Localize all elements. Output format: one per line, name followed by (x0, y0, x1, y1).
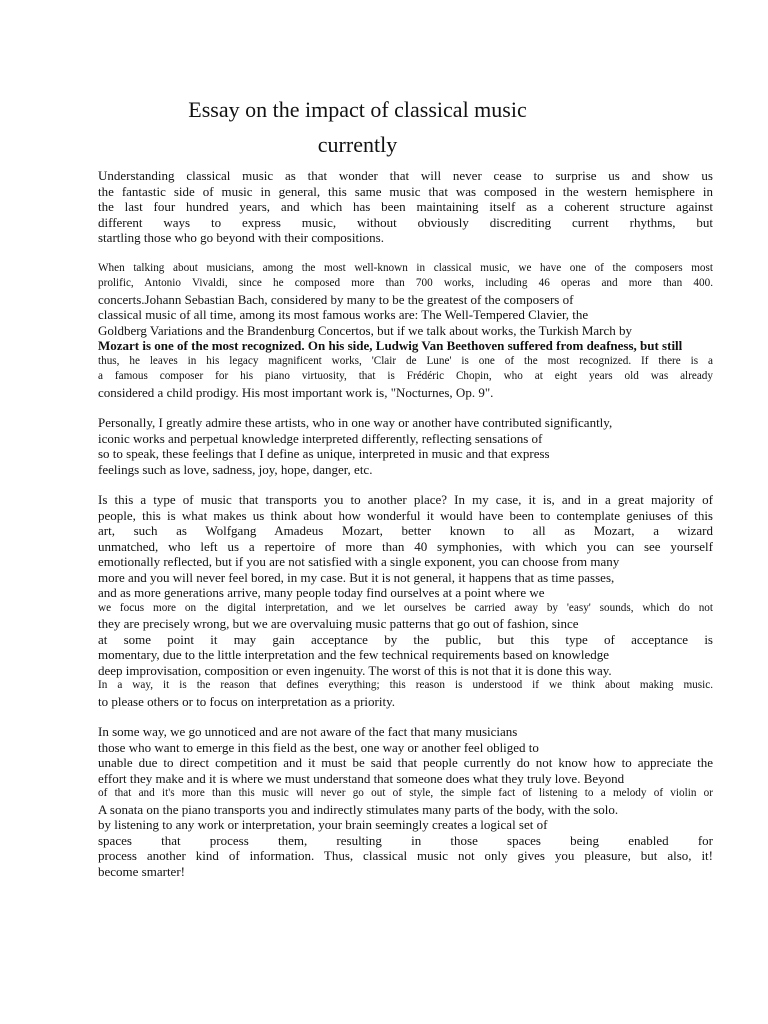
paragraph-text-line: considered a child prodigy. His most important work is, "Nocturnes, Op. 9". (98, 384, 494, 400)
document-title-line-2: currently (317, 132, 398, 157)
paragraph-text-line: feelings such as love, sadness, joy, hope, danger, etc. (98, 461, 373, 477)
paragraph-text-line: art, such as Wolfgang Amadeus Mozart, better known to all as Mozart, a wizard (98, 523, 713, 538)
essay-paragraph (98, 415, 713, 477)
document-title-line-1: Essay on the impact of classical music (188, 97, 527, 122)
paragraph-text-line: those who want to emerge in this field as the best, one way or another feel obliged to (98, 739, 539, 755)
paragraph-text-line: momentary, due to the little interpretation and the few technical requirements based on knowledge (98, 647, 610, 662)
paragraph-text-line: When talking about musicians, among the most well-known in classical music, we have one of the composers most (98, 261, 713, 274)
paragraph-text-line: In a way, it is the reason that defines everything; this reason is understood if we think about making music. (98, 679, 713, 691)
essay-paragraph (98, 261, 713, 401)
essay-paragraph (98, 724, 713, 879)
paragraph-text-line: process another kind of information. Thus, classical music not only gives you pleasure, but also, it! (98, 848, 713, 863)
paragraph-text-line: unable due to direct competition and it must be said that people currently do not know how to appreciate the (98, 755, 713, 770)
paragraph-text-line: by listening to any work or interpretation, your brain seemingly creates a logical set of (98, 817, 548, 832)
paragraph-text-line: we focus more on the digital interpretation, and we let ourselves be carried away by 'easy' sounds, which do not (98, 601, 713, 614)
paragraph-text-line: emotionally reflected, but if you are not satisfied with a single exponent, you can choose from many (98, 554, 620, 569)
paragraph-text-line: so to speak, these feelings that I define as unique, interpreted in music and that express (98, 446, 550, 461)
paragraph-text-line: they are precisely wrong, but we are overvaluing music patterns that go out of fashion, since (98, 616, 579, 631)
essay-paragraph (98, 168, 713, 246)
paragraph-text-line: the fantastic side of music in general, this same music that was composed in the western hemisphere in (98, 183, 713, 199)
paragraph-text-line: concerts.Johann Sebastian Bach, considered by many to be the greatest of the composers of (98, 291, 574, 307)
paragraph-text-line: Understanding classical music as that wonder that will never cease to surprise us and show us (98, 168, 713, 183)
essay-body (98, 168, 713, 894)
paragraph-text-line: deep improvisation, composition or even ingenuity. The worst of this is not that it is done this way. (98, 662, 612, 678)
paragraph-text-line: a famous composer for his piano virtuosity, that is Frédéric Chopin, who at eight years old was already (98, 370, 713, 382)
essay-paragraph (98, 492, 713, 709)
paragraph-text-line: thus, he leaves in his legacy magnificent works, 'Clair de Lune' is one of the most recognized. If there is a (98, 354, 713, 367)
paragraph-text-line: and as more generations arrive, many people today find ourselves at a point where we (98, 585, 545, 600)
paragraph-text-line: iconic works and perpetual knowledge interpreted differently, reflecting sensations of (98, 430, 543, 446)
paragraph-text-line: prolific, Antonio Vivaldi, since he composed more than 700 works, including 46 operas and more than 400. (98, 277, 713, 289)
paragraph-text-line: In some way, we go unnoticed and are not aware of the fact that many musicians (98, 724, 518, 739)
paragraph-text-line: become smarter! (98, 863, 185, 879)
paragraph-text-line: Mozart is one of the most recognized. On his side, Ludwig Van Beethoven suffered from deafness, but still (98, 338, 683, 353)
paragraph-text-line: people, this is what makes us think about how wonderful it would have been to contemplate geniuses of this (98, 507, 713, 523)
paragraph-text-line: of that and it's more than this music will never go out of style, the simple fact of listening to a melody of violin or (98, 787, 713, 799)
paragraph-text-line: effort they make and it is where we must understand that someone does what they truly love. Beyond (98, 770, 625, 786)
paragraph-text-line: Goldberg Variations and the Brandenburg Concertos, but if we talk about works, the Turkish March by (98, 322, 633, 338)
paragraph-text-line: different ways to express music, without obviously discrediting current rhythms, but (98, 214, 713, 230)
paragraph-text-line: Is this a type of music that transports you to another place? In my case, it is, and in a great majority of (98, 492, 713, 507)
paragraph-text-line: classical music of all time, among its most famous works are: The Well-Tempered Clavier, the (98, 307, 589, 322)
paragraph-text-line: unmatched, who left us a repertoire of more than 40 symphonies, with which you can see yourself (98, 538, 713, 554)
paragraph-text-line: more and you will never feel bored, in my case. But it is not general, it happens that as time passes, (98, 569, 615, 585)
paragraph-text-line: startling those who go beyond with their compositions. (98, 230, 384, 245)
paragraph-text-line: at some point it may gain acceptance by the public, but this type of acceptance is (98, 631, 713, 647)
paragraph-text-line: Personally, I greatly admire these artists, who in one way or another have contributed significantly, (98, 415, 613, 430)
paragraph-text-line: A sonata on the piano transports you and indirectly stimulates many parts of the body, with the solo. (98, 801, 619, 817)
paragraph-text-line: spaces that process them, resulting in those spaces being enabled for (98, 832, 713, 848)
paragraph-text-line: the last four hundred years, and which has been maintaining itself as a coherent structure against (98, 199, 713, 214)
paragraph-text-line: to please others or to focus on interpretation as a priority. (98, 693, 395, 709)
